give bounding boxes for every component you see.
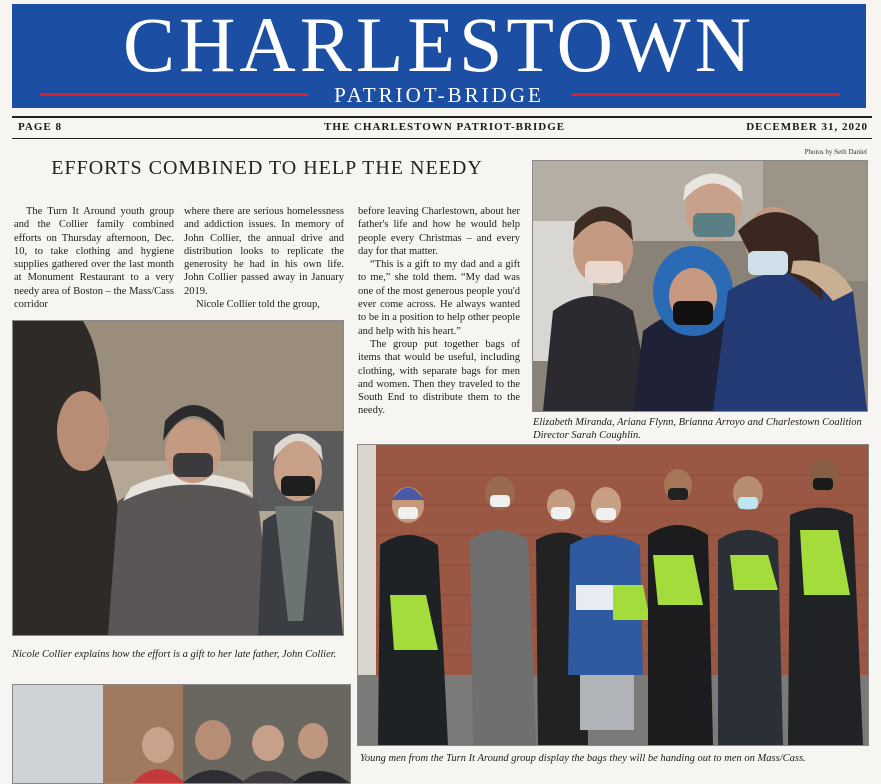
photo-nicole-collier <box>12 320 344 636</box>
article-column-2 <box>184 205 344 311</box>
photo-group-with-bags <box>357 444 869 746</box>
photo-women-hugging <box>532 160 868 412</box>
caption-nicole-collier: Nicole Collier explains how the effort is a gift to her late father, John Collier. <box>12 649 337 660</box>
photo-nicole-collier-image <box>13 321 343 635</box>
photo-group-with-bags-image <box>358 445 868 745</box>
caption-group-with-bags: Young men from the Turn It Around group display the bags they will be handing out to men on Mass/Cass. <box>360 753 806 764</box>
caption-women-hugging: Elizabeth Miranda, Ariana Flynn, Brianna Arroyo and Charlestown Coalition Director Sarah Coughlin. <box>533 417 862 441</box>
photo-street-crowd <box>12 684 351 784</box>
folio-bar <box>12 116 872 139</box>
masthead <box>12 1 866 108</box>
article-paragraph: before leaving Charlestown, about her father's life and how he would help people every Christmas – and every day for that matter. <box>358 206 520 257</box>
issue-date: DECEMBER 31, 2020 <box>746 121 868 133</box>
article-paragraph: The group put together bags of items that would be useful, including clothing, with separate bags for men and women. Then they traveled to the South End to distribute them to the needy. <box>358 338 520 417</box>
page-number: PAGE 8 <box>18 121 62 133</box>
article-paragraph: The Turn It Around youth group and the Collier family combined efforts on Thursday afternoon, Dec. 10, to take clothing and hygiene supplies gathered over the last month at Monument Restaurant to a very needy area of Boston – the Mass/Cass corridor <box>14 206 174 311</box>
masthead-title: CHARLESTOWN <box>123 1 755 88</box>
article-column-3 <box>358 205 520 418</box>
paper-name: THE CHARLESTOWN PATRIOT-BRIDGE <box>324 121 566 133</box>
article-paragraph: “This is a gift to my dad and a gift to me,” she told them. “My dad was one of the most generous people you'd ever come across. He always wanted to be in a position to help other people and help with his heart.” <box>358 259 520 337</box>
article-paragraph: Nicole Collier told the group, <box>196 299 320 311</box>
article-column-1 <box>14 205 174 311</box>
article-paragraph: where there are serious homelessness and addiction issues. In memory of John Collier, the annual drive and distribution looks to replicate the generosity he had in his own life. John Collier passed away in January 2019. <box>184 206 344 297</box>
photo-street-crowd-image <box>13 685 350 783</box>
masthead-subtitle: PATRIOT-BRIDGE <box>334 83 544 107</box>
photo-credit: Photos by Seth Daniel <box>804 148 867 156</box>
photo-women-hugging-image <box>533 161 867 411</box>
article-headline: EFFORTS COMBINED TO HELP THE NEEDY <box>51 157 483 179</box>
